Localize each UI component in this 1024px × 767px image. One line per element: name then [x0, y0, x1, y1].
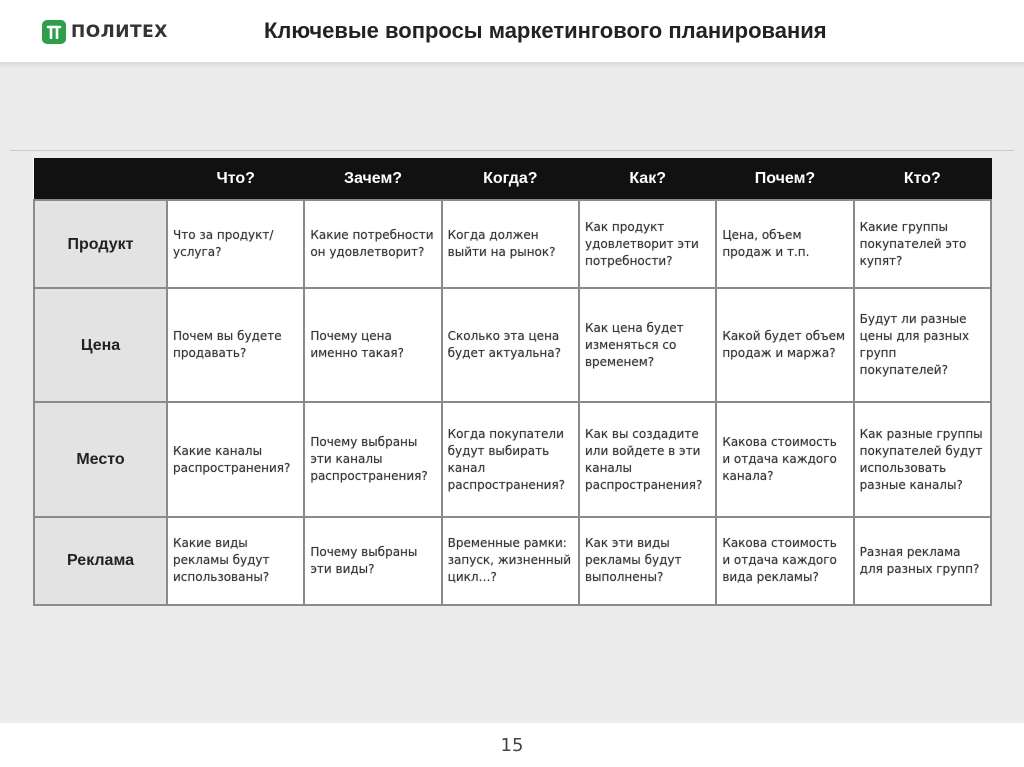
table-cell: Как цена будет изменяться со временем?: [579, 288, 716, 402]
column-header-corner: [34, 159, 167, 201]
table-cell: Разная реклама для разных групп?: [854, 517, 991, 605]
table-cell: Какой будет объем продаж и маржа?: [716, 288, 853, 402]
table-header-row: [34, 159, 991, 201]
table-cell: Цена, объем продаж и т.п.: [716, 200, 853, 288]
row-header: Цена: [34, 288, 167, 402]
table-cell: Почему выбраны эти каналы распространения?: [304, 402, 441, 516]
table-cell: Почему цена именно такая?: [304, 288, 441, 402]
table-cell: Почему выбраны эти виды?: [304, 517, 441, 605]
table-cell: Какие виды рекламы будут использованы?: [167, 517, 304, 605]
table-cell: Как продукт удовлетворит эти потребности?: [579, 200, 716, 288]
logo-text: ПОЛИТЕХ: [71, 22, 168, 42]
table-cell: Какие каналы распространения?: [167, 402, 304, 516]
table-cell: Как эти виды рекламы будут выполнены?: [579, 517, 716, 605]
logo-mark-icon: [42, 20, 66, 44]
table-cell: Что за продукт/услуга?: [167, 200, 304, 288]
table-row: [34, 200, 991, 288]
table-cell: Будут ли разные цены для разных групп покупателей?: [854, 288, 991, 402]
table-cell: Какие группы покупателей это купят?: [854, 200, 991, 288]
table-row: [34, 402, 991, 516]
marketing-questions-table: [33, 158, 992, 606]
column-header-when: Когда?: [442, 159, 579, 201]
slide-title: Ключевые вопросы маркетингового планирования: [264, 18, 827, 43]
page-number: 15: [500, 735, 524, 756]
table-cell: Какова стоимость и отдача каждого вида рекламы?: [716, 517, 853, 605]
slide-header: [0, 0, 1024, 62]
table-cell: Сколько эта цена будет актуальна?: [442, 288, 579, 402]
row-header: Реклама: [34, 517, 167, 605]
table-cell: Как разные группы покупателей будут использовать разные каналы?: [854, 402, 991, 516]
table-cell: Как вы создадите или войдете в эти каналы распространения?: [579, 402, 716, 516]
table-cell: Почем вы будете продавать?: [167, 288, 304, 402]
table-cell: Когда покупатели будут выбирать канал распространения?: [442, 402, 579, 516]
row-header: Место: [34, 402, 167, 516]
row-header: Продукт: [34, 200, 167, 288]
slide-footer: [0, 723, 1024, 767]
table-cell: Какова стоимость и отдача каждого канала?: [716, 402, 853, 516]
table-row: [34, 288, 991, 402]
table-cell: Когда должен выйти на рынок?: [442, 200, 579, 288]
table-row: [34, 517, 991, 605]
column-header-why: Зачем?: [304, 159, 441, 201]
divider: [10, 150, 1014, 151]
table-cell: Временные рамки: запуск, жизненный цикл…?: [442, 517, 579, 605]
column-header-how: Как?: [579, 159, 716, 201]
column-header-what: Что?: [167, 159, 304, 201]
column-header-how-much: Почем?: [716, 159, 853, 201]
table: [33, 158, 992, 606]
logo: [42, 20, 168, 44]
table-cell: Какие потребности он удовлетворит?: [304, 200, 441, 288]
column-header-who: Кто?: [854, 159, 991, 201]
